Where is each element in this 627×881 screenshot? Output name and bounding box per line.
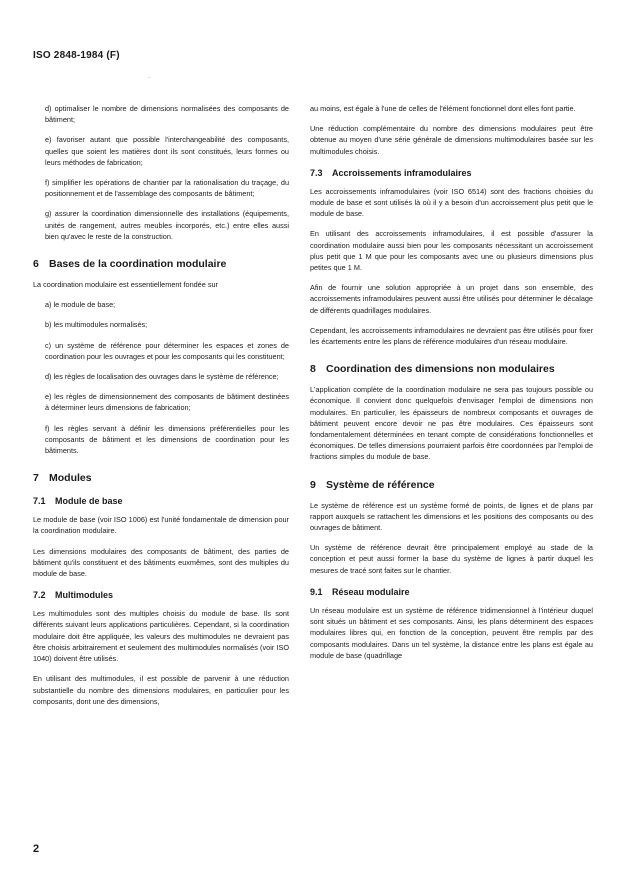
section-6-item-e: e) les règles de dimensionnement des composants de bâtiment destinées à déterminer leurs dimensions de fabrication; — [45, 392, 289, 413]
section-6-item-f: f) les règles servant à définir les dimensions préférentielles pour les composants de bâtiment et les dimensions de coordination pour les bâtiments. — [45, 423, 289, 456]
section-9-paragraph-1: Le système de référence est un système formé de points, de lignes et de plans par rapport auxquels se rattachent les dimensions et les positions des composants ou des ouvrages de bâtiment. — [310, 500, 593, 533]
multimodule-paragraph: Une réduction complémentaire du nombre des dimensions modulaires peut être obtenue au moyen d'une série générale de dimensions multimodulaires basée sur les multimodules choisis. — [310, 124, 593, 156]
section-number: 7 — [33, 472, 39, 485]
section-6-intro: La coordination modulaire est essentiellement fondée sur — [33, 280, 218, 290]
section-number: 9 — [310, 478, 316, 491]
section-7-1-heading — [33, 495, 289, 507]
section-title: Modules — [49, 472, 92, 485]
section-7-3-paragraph-3: Afin de fournir une solution appropriée à un projet dans son ensemble, des accroissements inframodulaires peuvent aussi être utilisés pour déterminer le décalage de différents quadrillages modulaires. — [310, 283, 593, 315]
subsection-number: 7.1 — [33, 496, 46, 507]
section-9-paragraph-2: Un système de référence devrait être principalement employé au stade de la conception et peut aussi former la base du système de lignes à partir duquel les mesures de tracé sont faites sur le chantier. — [310, 543, 593, 575]
section-9-heading — [310, 479, 593, 492]
section-6-heading — [33, 258, 289, 271]
section-title: Système de référence — [326, 478, 435, 491]
section-7-1-paragraph-2: Les dimensions modulaires des composants de bâtiment, des parties de bâtiment qu'ils constituent et des bâtiments euxmêmes, sont des multiples du module de base. — [33, 546, 289, 579]
section-number: 6 — [33, 258, 39, 271]
section-7-3-paragraph-1: Les accroissements inframodulaires (voir ISO 6514) sont des fractions choisies du module de base et sont utilisés là où il y a besoin d'un accroissement plus petit que le module de base. — [310, 186, 593, 219]
subsection-title: Module de base — [55, 496, 123, 507]
list-item-d: d) optimaliser le nombre de dimensions normalisées des composants de bâtiment; — [45, 104, 289, 125]
section-7-2-paragraph-1: Les multimodules sont des multiples choisis du module de base. Ils sont différents suivant leurs applications particulières. Cependant, si la coordination modulaire doit être appliquée, les valeurs des multimodules ne devraient pas être choisis arbitrairement et seulement des multimodules normalisés (voir ISO 1040) doivent être utilisés. — [33, 609, 289, 664]
subsection-title: Multimodules — [55, 590, 113, 601]
margin-mark: . — [148, 73, 150, 80]
section-8-paragraph-1: L'application complète de la coordination modulaire ne sera pas toujours possible ou économique. Il convient donc quelquefois d'envisager l'emploi de dimensions non modulaires. En particulier, les épaisseurs de nombreux composants et ouvrages de bâtiment peuvent encore devoir ne pas être modulaires. Ces épaisseurs sont fondamentalement déterminées en tenant compte de considérations fonctionnelles et économiques. De telles dimensions pourraient parfois être coordonnées par l'emploi de fractions simples du module de base. — [310, 385, 593, 462]
section-9-1-paragraph-1: Un réseau modulaire est un système de référence tridimensionnel à l'intérieur duquel sont situés un bâtiment et ses composants. Ainsi, les plans déterminent des espaces modulaires libres qui, en fonction de la conception, peuvent être remplis par des composants modulaires. Dans un tel système, la distance entre les plans est égale au module de base (quadrillage — [310, 605, 593, 660]
list-item-f: f) simplifier les opérations de chantier par la rationalisation du traçage, du positionnement et de l'assemblage des composants de bâtiment; — [45, 178, 289, 199]
section-6-item-c: c) un système de référence pour déterminer les espaces et zones de coordination pour les ouvrages et pour les composants qui les constituent; — [45, 340, 289, 361]
section-6-item-b: b) les multimodules normalisés; — [45, 320, 148, 330]
section-8-heading — [310, 363, 593, 376]
section-number: 8 — [310, 363, 316, 376]
subsection-title: Accroissements inframodulaires — [332, 167, 472, 178]
list-item-e: e) favoriser autant que possible l'interchangeabilité des composants, quelles que soient les matières dont ils sont constitués, leurs formes ou leurs méthodes de fabrication; — [45, 135, 289, 167]
subsection-number: 7.3 — [310, 167, 323, 178]
section-title: Coordination des dimensions non modulaires — [326, 363, 555, 376]
section-7-3-paragraph-4: Cependant, les accroissements inframodulaires ne devraient pas être utilisés pour fixer les écartements entre les plans de référence modulaires d'un réseau modulaire. — [310, 325, 593, 347]
section-6-item-d: d) les règles de localisation des ouvrages dans le système de référence; — [45, 372, 279, 382]
section-7-2-heading — [33, 589, 289, 601]
right-column — [310, 103, 593, 670]
left-column — [33, 103, 289, 716]
section-7-3-heading — [310, 167, 593, 179]
section-7-3-paragraph-2: En utilisant des accroissements inframodulaires, il est possible d'assurer la coordination modulaire aussi bien pour les composants nécessitant un accroissement plus petit que 1 M que pour les composants avec une ou plusieurs dimensions plus petites que 1 M. — [310, 229, 593, 273]
document-header: ISO 2848-1984 (F) — [33, 50, 120, 61]
page-number: 2 — [33, 843, 40, 855]
section-7-1-paragraph-1: Le module de base (voir ISO 1006) est l'unité fondamentale de dimension pour la coordination modulaire. — [33, 515, 289, 536]
subsection-number: 9.1 — [310, 586, 323, 597]
subsection-number: 7.2 — [33, 590, 46, 601]
continued-paragraph: au moins, est égale à l'une de celles de l'élément fonctionnel dont elles font partie. — [310, 104, 576, 113]
section-7-heading — [33, 472, 289, 485]
section-7-2-paragraph-2: En utilisant des multimodules, il est possible de parvenir à une réduction substantielle du nombre des dimensions modulaires, en particulier pour les composants, dont une des dimensions, — [33, 674, 289, 706]
section-title: Bases de la coordination modulaire — [49, 258, 227, 271]
section-9-1-heading — [310, 586, 593, 598]
list-item-g: g) assurer la coordination dimensionnelle des installations (équipements, unités de rangement, autres meubles incorporés, etc.) entre elles aussi bien qu'avec le reste de la construction. — [45, 209, 289, 241]
section-6-item-a: a) le module de base; — [45, 300, 116, 310]
subsection-title: Réseau modulaire — [332, 586, 410, 597]
